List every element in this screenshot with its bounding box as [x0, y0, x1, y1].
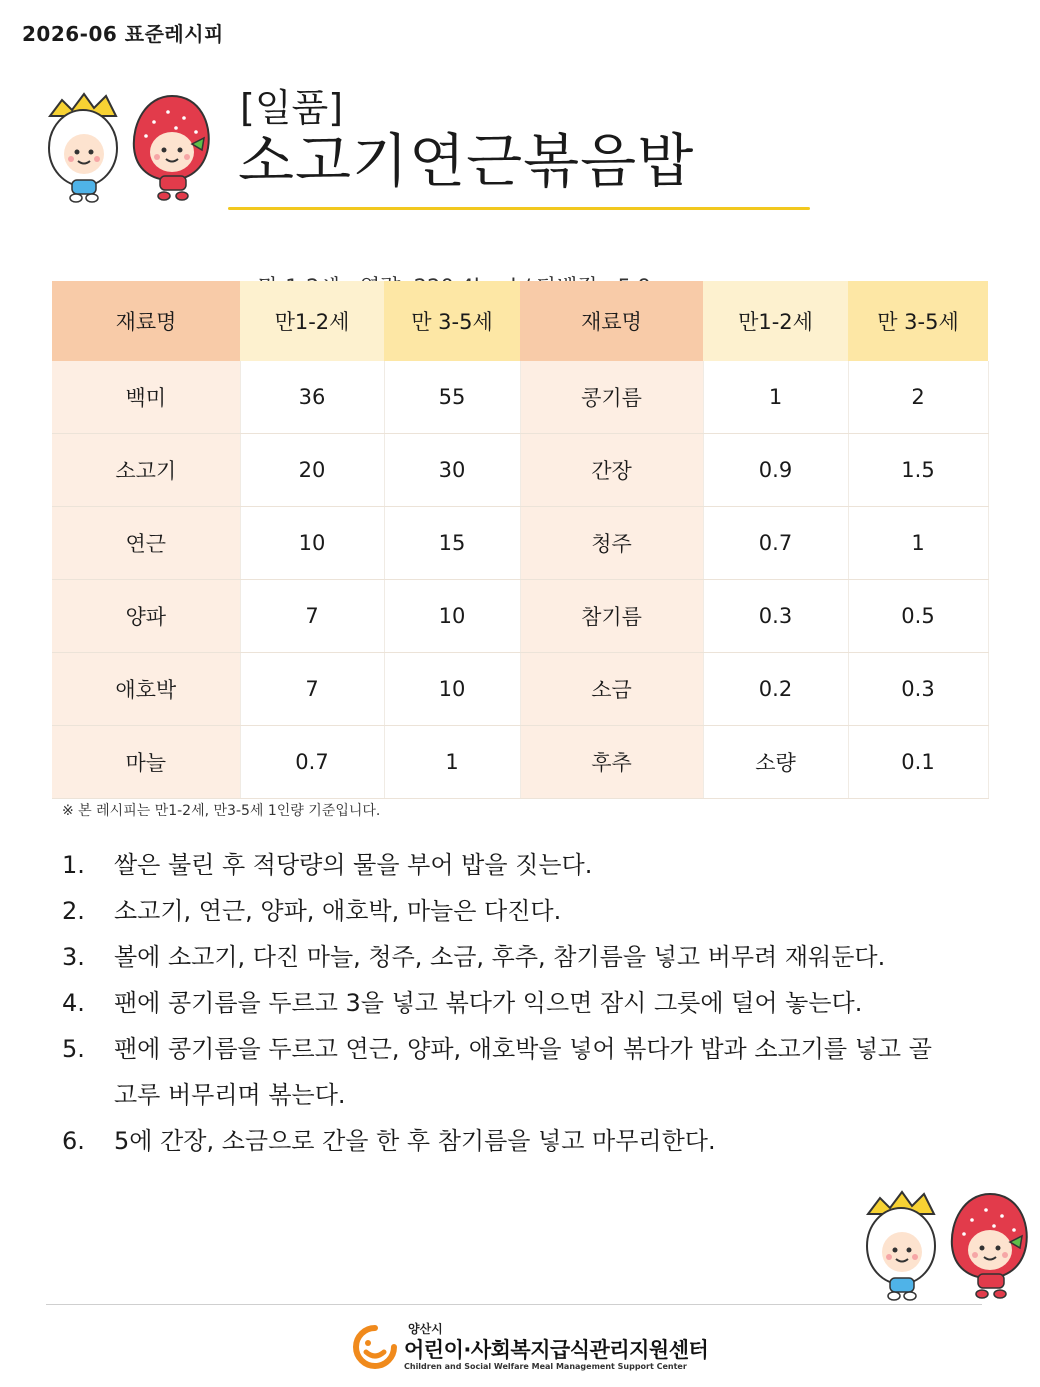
- amount-age-3-5: 10: [384, 653, 520, 726]
- ingredient-name: 양파: [52, 580, 240, 653]
- strawberry-mascot-icon: [134, 96, 209, 200]
- step-number: 1.: [62, 851, 85, 879]
- amount-age-1-2: 0.2: [703, 653, 848, 726]
- document-header-label: 2026-06 표준레시피: [22, 22, 224, 46]
- table-row: [52, 653, 988, 726]
- recipe-steps: [62, 842, 1002, 1164]
- strawberry-mascot-icon: [952, 1194, 1027, 1298]
- step-text: 소고기, 연근, 양파, 애호박, 마늘은 다진다.: [114, 897, 562, 925]
- amount-age-1-2: 7: [240, 580, 384, 653]
- step-text: 5에 간장, 소금으로 간을 한 후 참기름을 넣고 마무리한다.: [114, 1127, 716, 1155]
- amount-age-1-2: 7: [240, 653, 384, 726]
- header-ingredient-name: 재료명: [52, 281, 240, 361]
- ingredient-name: 간장: [520, 434, 703, 507]
- amount-age-3-5: 10: [384, 580, 520, 653]
- table-row: [52, 580, 988, 653]
- logo-organization-english: Children and Social Welfare Meal Management Support Center: [404, 1362, 687, 1371]
- amount-age-1-2: 20: [240, 434, 384, 507]
- amount-age-3-5: 15: [384, 507, 520, 580]
- ingredient-name: 마늘: [52, 726, 240, 799]
- list-item: [62, 888, 1002, 934]
- egg-mascot-icon: [867, 1192, 935, 1300]
- list-item: [62, 1118, 1002, 1164]
- amount-age-3-5: 30: [384, 434, 520, 507]
- amount-age-1-2: 0.7: [240, 726, 384, 799]
- step-number: 5.: [62, 1035, 85, 1063]
- footer-divider: [46, 1304, 982, 1305]
- amount-age-1-2: 10: [240, 507, 384, 580]
- step-number: 3.: [62, 943, 85, 971]
- amount-age-1-2: 36: [240, 361, 384, 434]
- logo-organization-name: 어린이·사회복지급식관리지원센터: [404, 1338, 709, 1362]
- step-text: 쌀은 불린 후 적당량의 물을 부어 밥을 짓는다.: [114, 851, 593, 879]
- recipe-category: [일품]: [240, 86, 344, 130]
- amount-age-3-5: 1.5: [848, 434, 988, 507]
- amount-age-1-2: 1: [703, 361, 848, 434]
- header-age-3-5: 만 3-5세: [848, 281, 988, 361]
- header-age-1-2: 만1-2세: [240, 281, 384, 361]
- amount-age-3-5: 0.5: [848, 580, 988, 653]
- logo-city: 양산시: [408, 1322, 443, 1336]
- table-row: [52, 361, 988, 434]
- ingredient-name: 연근: [52, 507, 240, 580]
- ingredient-name: 소금: [520, 653, 703, 726]
- table-row: [52, 434, 988, 507]
- amount-age-3-5: 1: [848, 507, 988, 580]
- amount-age-3-5: 55: [384, 361, 520, 434]
- amount-age-3-5: 0.1: [848, 726, 988, 799]
- table-row: [52, 507, 988, 580]
- list-item: [62, 842, 1002, 888]
- ingredient-name: 후추: [520, 726, 703, 799]
- step-text: 볼에 소고기, 다진 마늘, 청주, 소금, 후추, 참기름을 넣고 버무려 재워둔다.: [114, 943, 886, 971]
- amount-age-3-5: 0.3: [848, 653, 988, 726]
- header-age-3-5: 만 3-5세: [384, 281, 520, 361]
- table-footnote: ※ 본 레시피는 만1-2세, 만3-5세 1인량 기준입니다.: [62, 803, 381, 819]
- list-item: [62, 980, 1002, 1026]
- list-item: [62, 934, 1002, 980]
- list-item: [62, 1026, 1002, 1118]
- ingredient-name: 백미: [52, 361, 240, 434]
- amount-age-3-5: 1: [384, 726, 520, 799]
- amount-age-3-5: 2: [848, 361, 988, 434]
- mascot-characters-top: [42, 88, 214, 208]
- amount-age-1-2: 소량: [703, 726, 848, 799]
- recipe-title: 소고기연근볶음밥: [238, 127, 695, 195]
- table-header-row: [52, 281, 988, 361]
- step-text: 팬에 콩기름을 두르고 연근, 양파, 애호박을 넣어 볶다가 밥과 소고기를 넣고 골고루 버무리며 볶는다.: [114, 1035, 932, 1109]
- title-underline: [228, 207, 810, 210]
- header-age-1-2: 만1-2세: [703, 281, 848, 361]
- ingredient-name: 콩기름: [520, 361, 703, 434]
- ingredient-name: 청주: [520, 507, 703, 580]
- organization-logo: [352, 1320, 709, 1376]
- mascot-characters-bottom: [860, 1186, 1032, 1306]
- step-number: 4.: [62, 989, 85, 1017]
- ingredients-table: [52, 281, 989, 799]
- step-text: 팬에 콩기름을 두르고 3을 넣고 볶다가 익으면 잠시 그릇에 덜어 놓는다.: [114, 989, 863, 1017]
- step-number: 6.: [62, 1127, 85, 1155]
- amount-age-1-2: 0.9: [703, 434, 848, 507]
- egg-mascot-icon: [49, 94, 117, 202]
- smile-logo-icon: [352, 1324, 398, 1370]
- ingredient-name: 소고기: [52, 434, 240, 507]
- amount-age-1-2: 0.7: [703, 507, 848, 580]
- ingredient-name: 참기름: [520, 580, 703, 653]
- amount-age-1-2: 0.3: [703, 580, 848, 653]
- header-ingredient-name: 재료명: [520, 281, 703, 361]
- table-row: [52, 726, 988, 799]
- step-number: 2.: [62, 897, 85, 925]
- ingredient-name: 애호박: [52, 653, 240, 726]
